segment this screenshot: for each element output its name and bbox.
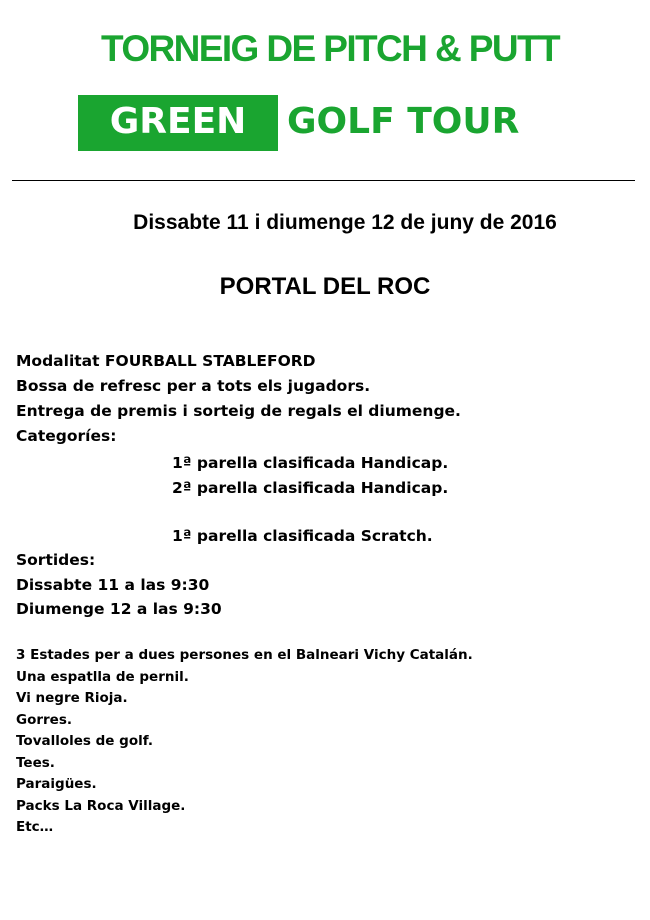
brand-green-label: GREEN — [109, 101, 247, 142]
gift-item: Gorres. — [16, 712, 72, 728]
gift-item: Vi negre Rioja. — [16, 690, 128, 706]
modality-line: Modalitat FOURBALL STABLEFORD — [16, 352, 316, 370]
prizes-line: Entrega de premis i sorteig de regals el diumenge. — [16, 402, 461, 420]
departure-item: Diumenge 12 a las 9:30 — [16, 600, 222, 618]
gift-item: Paraigües. — [16, 776, 97, 792]
category-item: 1ª parella clasificada Handicap. — [172, 454, 449, 472]
category-item: 1ª parella clasificada Scratch. — [172, 527, 433, 545]
gift-item: Una espatlla de pernil. — [16, 669, 189, 685]
gift-item: Tovalloles de golf. — [16, 733, 153, 749]
brand-golf-tour-label: GOLF TOUR — [287, 101, 520, 142]
gift-item: Etc… — [16, 819, 54, 835]
event-venue: PORTAL DEL ROC — [219, 273, 431, 300]
gift-item: 3 Estades per a dues persones en el Balneari Vichy Catalán. — [16, 647, 473, 663]
departure-item: Dissabte 11 a las 9:30 — [16, 576, 210, 594]
category-item: 2ª parella clasificada Handicap. — [172, 479, 449, 497]
tournament-title: TORNEIG DE PITCH & PUTT — [101, 28, 559, 69]
categories-label: Categoríes: — [16, 427, 117, 445]
departures-label: Sortides: — [16, 551, 96, 569]
gift-item: Packs La Roca Village. — [16, 798, 186, 814]
horizontal-divider — [12, 180, 635, 181]
gift-item: Tees. — [16, 755, 55, 771]
event-date: Dissabte 11 i diumenge 12 de juny de 2016 — [133, 211, 557, 234]
bag-line: Bossa de refresc per a tots els jugadors. — [16, 377, 371, 395]
